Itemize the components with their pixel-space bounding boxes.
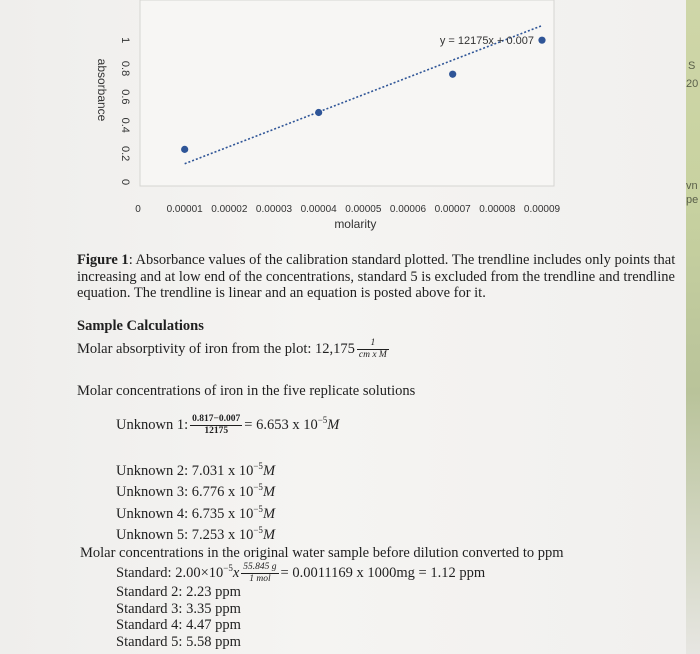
edge-fragment: vn <box>686 180 698 192</box>
fraction-denominator: 1 mol <box>249 574 271 584</box>
unknown-1-fraction <box>190 414 242 437</box>
figure-caption <box>77 252 685 302</box>
unknown-1-unit: M <box>327 416 340 433</box>
list-item: Unknown 2: 7.031 x $10^{-5}M$ <box>116 461 276 479</box>
list-item: Unknown 4: 6.735 x $10^{-5}M$ <box>116 503 276 522</box>
standard-1-prefix: Standard: 2.00×10 <box>116 564 224 581</box>
caption-line1: : Absorbance values of the calibration standard plotted. The trendline includes only points that <box>128 252 676 268</box>
standard-1-times: x <box>232 564 240 581</box>
standard-1-line <box>116 560 485 585</box>
list-item: Standard 3: 3.35 ppm <box>116 600 241 617</box>
unknown-list <box>116 458 275 543</box>
unknown-1-result: = 6.653 x 10 <box>244 416 318 433</box>
x-axis-label: molarity <box>334 217 377 231</box>
x-tick-label: 0.00001 <box>166 204 203 215</box>
x-tick-label: 0.00005 <box>345 204 382 215</box>
list-item: Standard 5: 5.58 ppm <box>116 633 241 650</box>
y-tick-label: 0.2 <box>119 145 131 162</box>
calibration-chart <box>92 0 562 240</box>
plot-area <box>140 0 554 186</box>
y-axis-label: absorbance <box>95 58 109 122</box>
y-tick-label: 0.8 <box>119 60 131 77</box>
absorptivity-line <box>77 338 391 361</box>
fraction-numerator: 0.817−0.007 <box>192 414 241 424</box>
list-item: Standard 2: 2.23 ppm <box>116 584 241 600</box>
absorptivity-fraction <box>357 338 389 361</box>
standard-1-exponent: −5 <box>223 563 233 573</box>
adjacent-window-edge <box>686 0 700 654</box>
standard-1-fraction <box>241 562 278 585</box>
list-item: Standard 4: 4.47 ppm <box>116 617 241 633</box>
x-tick-label: 0.00007 <box>434 204 471 215</box>
unknown-1-exponent: −5 <box>317 415 328 425</box>
concentration-heading: Molar concentrations of iron in the five replicate solutions <box>77 383 416 399</box>
equation-label: y = 12175x + 0.007 <box>439 35 534 48</box>
ppm-heading: Molar concentrations in the original water sample before dilution converted to ppm <box>80 545 564 561</box>
fraction-numerator: 55.845 g <box>243 562 277 572</box>
y-tick-label: 1 <box>119 37 131 44</box>
x-tick-label: 0.00003 <box>255 204 293 215</box>
edge-fragment: pe <box>686 194 699 206</box>
y-tick-label: 0.6 <box>119 89 131 105</box>
chart-svg <box>92 0 562 240</box>
unknown-1-prefix: Unknown 1: <box>116 416 189 433</box>
standard-list <box>116 584 241 650</box>
fraction-numerator: 1 <box>357 338 389 350</box>
x-tick-label: 0.00004 <box>300 204 337 215</box>
caption-line2: increasing and at low end of the concentrations, standard 5 is excluded from the trendline and trendline <box>77 268 675 285</box>
data-point <box>181 146 188 153</box>
data-point <box>449 71 456 78</box>
absorptivity-prefix: Molar absorptivity of iron from the plot: 12,175 <box>77 340 355 357</box>
y-tick-label: 0 <box>119 178 131 186</box>
y-tick-label: 0.4 <box>118 117 131 133</box>
caption-line3: equation. The trendline is linear and an equation is posted above for it. <box>77 285 486 301</box>
standard-1-result: = 0.0011169 x 1000mg = 1.12 ppm <box>280 564 486 581</box>
edge-fragment: 20 <box>686 78 699 90</box>
edge-fragment: S <box>688 60 696 72</box>
fraction-denominator: cm x M <box>358 350 387 360</box>
x-tick-label: 0.00002 <box>211 204 248 215</box>
list-item: Unknown 5: 7.253 x $10^{-5}M$ <box>116 524 276 543</box>
list-item: Unknown 3: 6.776 x $10^{-5}M$ <box>116 482 276 501</box>
caption-label: Figure 1 <box>77 252 129 268</box>
unknown-1-line <box>116 412 339 437</box>
data-point <box>538 37 545 44</box>
x-tick-label: 0.00009 <box>523 204 561 215</box>
x-tick-label: 0.00008 <box>479 204 516 215</box>
data-point <box>315 109 322 116</box>
sample-heading: Sample Calculations <box>77 318 204 334</box>
x-tick-label: 0 <box>135 204 141 215</box>
fraction-denominator: 12175 <box>204 426 229 436</box>
x-tick-label: 0.00006 <box>389 204 427 215</box>
